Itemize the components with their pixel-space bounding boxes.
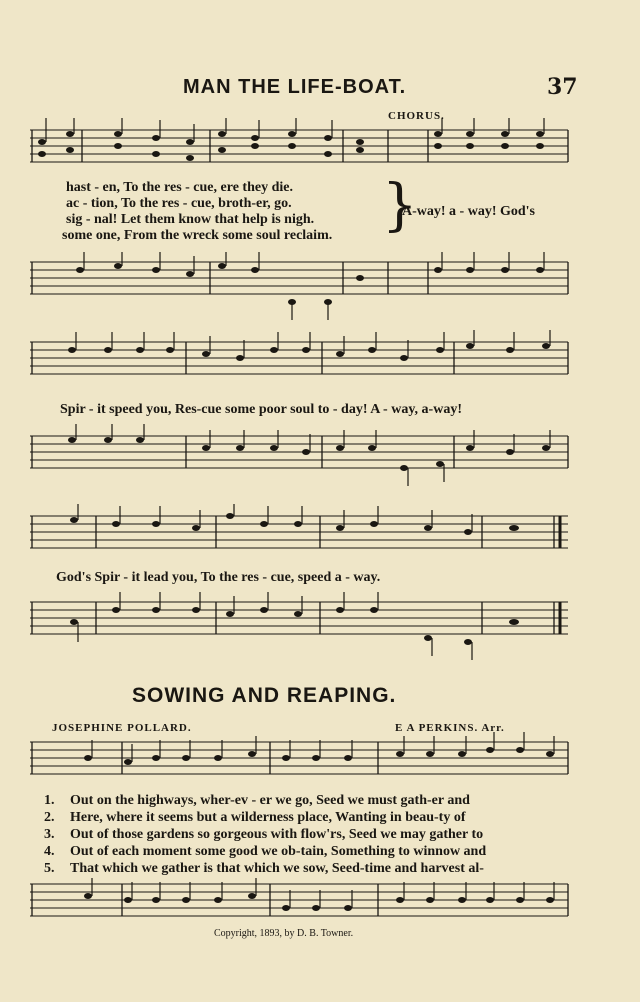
lyrics-system2: Spir - it speed you, Res-cue some poor soul to - day! A - way, a-way! <box>60 402 462 417</box>
staff-system3-treble <box>30 504 570 564</box>
song-title: MAN THE LIFE-BOAT. <box>183 76 407 98</box>
verse-5-text: That which we gather is that which we sow, Seed-time and harvest al- <box>70 861 484 876</box>
brace: } <box>382 173 418 238</box>
verse-2-text: Here, where it seems but a wilderness place, Wanting in beau-ty of <box>70 810 466 825</box>
verse-5-num: 5. <box>44 861 55 876</box>
verse-2-num: 2. <box>44 810 55 825</box>
song2-title: SOWING AND REAPING. <box>132 684 397 707</box>
composer-credit: E A PERKINS. Arr. <box>395 722 505 734</box>
verse-line-2: ac - tion, To the res - cue, broth-er, go. <box>66 196 292 211</box>
staff-song2-bass <box>30 872 570 932</box>
author-credit: JOSEPHINE POLLARD. <box>52 722 192 734</box>
verse-line-3: sig - nal! Let them know that help is nigh. <box>66 212 315 227</box>
verse-line-1: hast - en, To the res - cue, ere they die. <box>66 180 293 195</box>
staff-song2-treble <box>30 730 570 790</box>
verse-3-num: 3. <box>44 827 55 842</box>
verse-4-text: Out of each moment some good we ob-tain, Something to winnow and <box>70 844 487 859</box>
staff-system2-bass <box>30 424 570 494</box>
chorus-start-lyric: A-way! a - way! God's <box>402 204 535 219</box>
copyright: Copyright, 1893, by D. B. Towner. <box>214 928 354 939</box>
staff-system1-treble <box>30 118 570 178</box>
verse-1-text: Out on the highways, wher-ev - er we go, Seed we must gath-er and <box>70 793 470 808</box>
page-number: 37 <box>547 74 578 100</box>
staff-system1-bass <box>30 252 570 322</box>
staff-system3-bass <box>30 592 570 662</box>
verse-3-text: Out of those gardens so gorgeous with flow'rs, Seed we may gather to <box>70 827 484 842</box>
chorus-label: CHORUS. <box>388 110 445 122</box>
verse-line-4: some one, From the wreck some soul reclaim. <box>62 228 333 243</box>
staff-system2-treble <box>30 330 570 390</box>
verse-4-num: 4. <box>44 844 55 859</box>
lyrics-system3: God's Spir - it lead you, To the res - cue, speed a - way. <box>56 570 381 585</box>
verse-1-num: 1. <box>44 793 55 808</box>
